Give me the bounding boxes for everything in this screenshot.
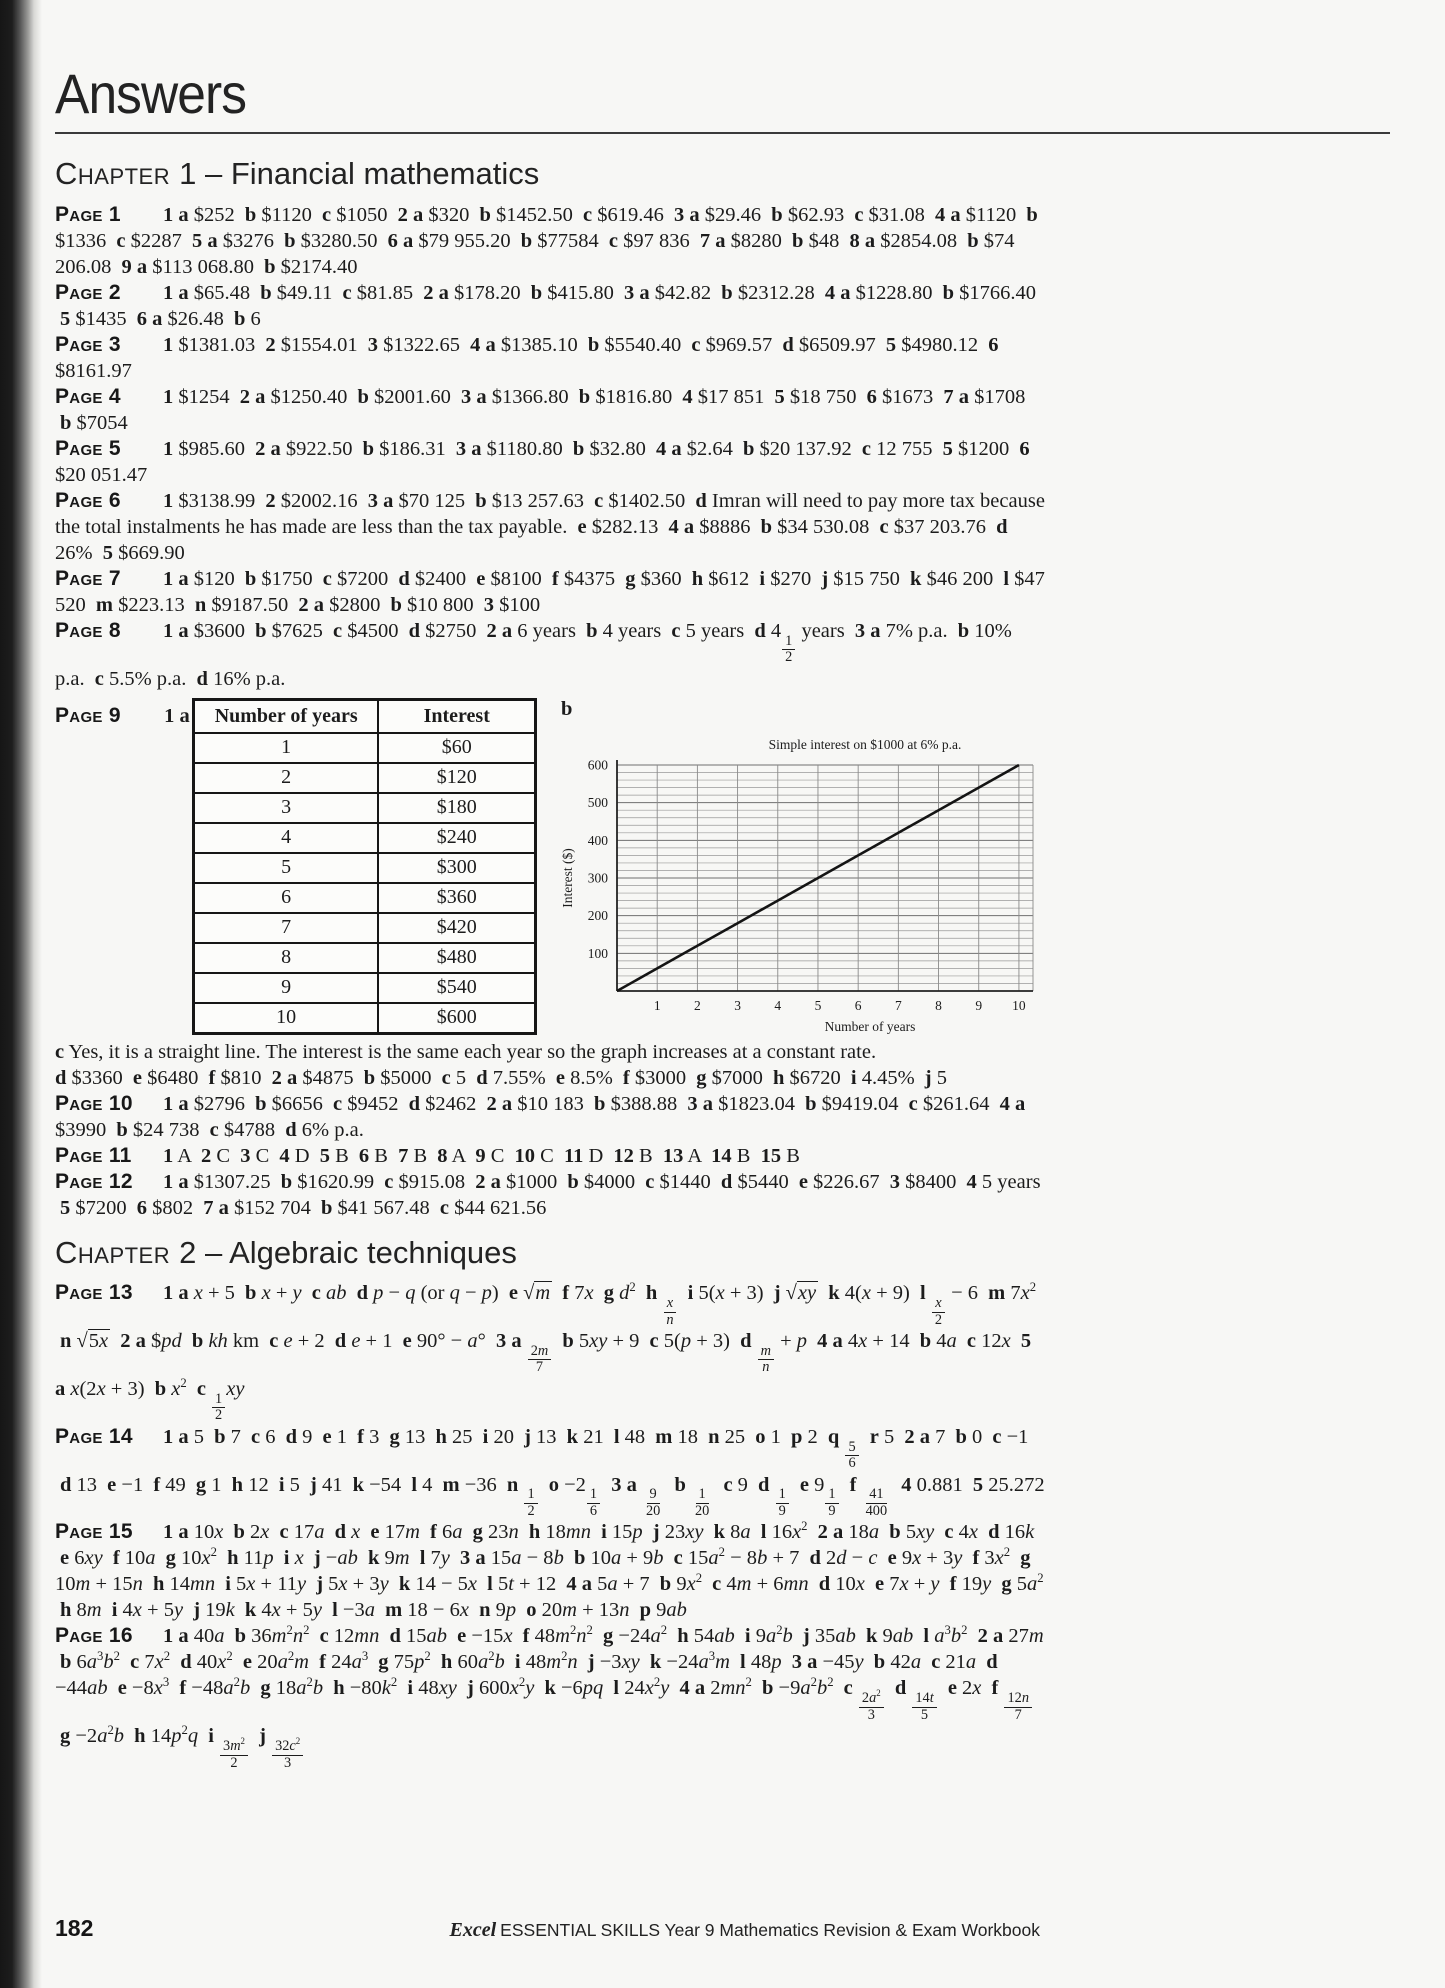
answers-page-1 [55, 202, 1045, 280]
svg-text:200: 200 [587, 907, 608, 923]
page-footer [55, 1915, 1040, 1942]
answer-text: 1 a $120 b $1750 c $7200 d $2400 e $8100 f $4375 g $360 h $612 i $270 j $15 750 k $46 200 l $47 520 m $223.13 n $9187.50 2 a $2800 b $10 800 3 $100 [55, 567, 1045, 616]
table-row [193, 943, 535, 973]
page-9-question-1a: 1 a [164, 704, 190, 727]
answers-page-4 [55, 384, 1045, 436]
answers-page-5 [55, 436, 1045, 488]
table-cell: 10 [193, 1003, 378, 1034]
table-cell: 2 [193, 763, 378, 793]
table-cell: $120 [378, 763, 535, 793]
answer-text: 1 a x + 5 b x + y c ab d p − q (or q − p) e √m f 7x g $d^2$ h $\frac{x}{n}$ i 5(x + 3) j √xy k 4(x + 9) l $\frac{x}{2}$ − 6 m $7x^2$ n √5x 2 a $pd b kh km c e + 2 d e + 1 e 90° − a° 3 a $\frac{2m}{7}$ b 5xy + 9 c 5(p + 3) d $\frac{m}{n}$ + p 4 a 4x + 14 b 4a c 12x 5 a x(2x + 3) b $x^2$ c $\frac{1}{2}$ xy [55, 1280, 1037, 1424]
table-cell: $480 [378, 943, 535, 973]
svg-text:10: 10 [1012, 997, 1026, 1013]
table-row [193, 973, 535, 1003]
table-row [193, 913, 535, 943]
page-9-intro [55, 698, 192, 728]
svg-text:2: 2 [694, 997, 701, 1013]
page-label: Page 5 [55, 436, 121, 460]
svg-text:9: 9 [975, 997, 983, 1013]
table-cell: $420 [378, 913, 535, 943]
table-cell: $360 [378, 883, 535, 913]
svg-text:1: 1 [653, 997, 661, 1013]
table-row [193, 763, 535, 793]
answers-page-13 [55, 1280, 1045, 1424]
simple-interest-line-chart [559, 735, 1045, 1035]
chapter-2-section [55, 1235, 1045, 1772]
interest-table-head [193, 699, 535, 733]
answer-text: 1 a 5 b 7 c 6 d 9 e 1 f 3 g 13 h 25 i 20 j 13 k 21 l 48 m 18 n 25 o 1 p 2 q $\frac{5}{6}$ r 5 2 a 7 b 0 c −1 d 13 e −1 f 49 g 1 h 12 i 5 j 41 k −54 l 4 m −36 n $\frac{1}{2}$ o −2 $\frac{1}{6}$ 3 a $\frac{9}{20}$ b $\frac{1}{20}$ c 9 d $\frac{1}{9}$ e 9 $\frac{1}{9}$ f $\frac{41}{400}$ 4 0.881 5 25.272 [60, 1425, 1045, 1519]
svg-text:3: 3 [734, 997, 741, 1013]
chapter-2-answers-block [55, 1280, 1045, 1771]
table-row [193, 883, 535, 913]
chapter-word: Chapter [55, 1234, 171, 1270]
page-label: Page 13 [55, 1281, 133, 1305]
page-label: Page 14 [55, 1424, 133, 1448]
page-9-answer-row [55, 698, 1045, 1035]
table-cell: 3 [193, 793, 378, 823]
interest-table-body [193, 733, 535, 1034]
answer-text: 1 a $3600 b $7625 c $4500 d $2750 2 a 6 years b 4 years c 5 years d 4 $\frac{1}{2}$ years 3 a 7% p.a. b 10% p.a. c 5.5% p.a. d 16% p.a. [55, 619, 1012, 690]
table-cell: 4 [193, 823, 378, 853]
answer-text: 1 a $2796 b $6656 c $9452 d $2462 2 a $10 183 b $388.88 3 a $1823.04 b $9419.04 c $261.64 4 a $3990 b $24 738 c $4788 d 6% p.a. [55, 1092, 1026, 1141]
chapter-1-answers-block-a [55, 202, 1045, 692]
title-rule [55, 132, 1390, 134]
answers-page-14 [55, 1424, 1045, 1520]
svg-text:Interest ($): Interest ($) [560, 847, 575, 908]
svg-text:Simple interest on $1000 at 6%: Simple interest on $1000 at 6% p.a. [768, 736, 962, 752]
chapter-2-heading [55, 1235, 1045, 1271]
table-cell: 8 [193, 943, 378, 973]
chapter-1-section [55, 156, 1045, 1221]
svg-text:8: 8 [935, 997, 942, 1013]
svg-text:5: 5 [814, 997, 822, 1013]
table-cell: $180 [378, 793, 535, 823]
table-cell: $540 [378, 973, 535, 1003]
page-number: 182 [55, 1915, 94, 1941]
table-cell: $300 [378, 853, 535, 883]
table-cell: 5 [193, 853, 378, 883]
answer-text: c Yes, it is a straight line. The interest is the same each year so the graph increases at a constant rate. [55, 1040, 877, 1063]
answers-page-8 [55, 618, 1045, 692]
table-cell: 9 [193, 973, 378, 1003]
page-label: Page 2 [55, 280, 121, 304]
page-label: Page 4 [55, 384, 121, 408]
svg-text:7: 7 [894, 997, 902, 1013]
page-9-part-b [559, 698, 1045, 1035]
page-label: Page 10 [55, 1091, 133, 1115]
chapter-1-answers-block-b [55, 1039, 1045, 1221]
answers-page-16 [55, 1623, 1045, 1771]
table-cell: 7 [193, 913, 378, 943]
table-row [193, 1003, 535, 1034]
table-column-header: Number of years [193, 699, 378, 733]
scan-edge-shadow [0, 0, 42, 1988]
answer-text: 1 $1381.03 2 $1554.01 3 $1322.65 4 a $1385.10 b $5540.40 c $969.57 d $6509.97 5 $4980.12 6 $8161.97 [55, 333, 999, 382]
svg-text:Number of years: Number of years [824, 1018, 916, 1034]
answers-page-12 [55, 1169, 1045, 1221]
brand-name: Excel [449, 1919, 497, 1941]
table-cell: $60 [378, 733, 535, 763]
answers-page-11 [55, 1143, 1045, 1169]
answer-text: 1 $985.60 2 a $922.50 b $186.31 3 a $1180.80 b $32.80 4 a $2.64 b $20 137.92 c 12 755 5 $1200 6 $20 051.47 [55, 437, 1030, 486]
imprint [450, 1919, 1040, 1942]
answers-page-10 [55, 1091, 1045, 1143]
svg-text:4: 4 [774, 997, 782, 1013]
answers-continued-line [55, 1065, 1045, 1091]
page-label: Page 3 [55, 332, 121, 356]
page-label: Page 7 [55, 566, 121, 590]
chapter-1-heading [55, 156, 1045, 192]
answers-continued-line [55, 1039, 1045, 1065]
table-row [193, 793, 535, 823]
answer-text: 1 a $1307.25 b $1620.99 c $915.08 2 a $1000 b $4000 c $1440 d $5440 e $226.67 3 $8400 4 5 years 5 $7200 6 $802 7 a $152 704 b $41 567.48 c $44 621.56 [60, 1170, 1041, 1219]
svg-text:400: 400 [587, 832, 608, 848]
table-cell: 1 [193, 733, 378, 763]
interest-table [192, 698, 537, 1035]
page-label: Page 15 [55, 1520, 133, 1544]
table-row [193, 823, 535, 853]
page-label: Page 16 [55, 1624, 133, 1648]
table-row [193, 733, 535, 763]
answers-page-3 [55, 332, 1045, 384]
svg-text:500: 500 [587, 794, 608, 810]
page-title: Answers [55, 62, 247, 125]
answers-page-2 [55, 280, 1045, 332]
page-label: Page 9 [55, 703, 121, 727]
answer-text: 1 a $65.48 b $49.11 c $81.85 2 a $178.20 b $415.80 3 a $42.82 b $2312.28 4 a $1228.80 b $1766.40 5 $1435 6 a $26.48 b 6 [60, 281, 1036, 330]
page-label: Page 12 [55, 1169, 133, 1193]
answers-page-6 [55, 488, 1045, 566]
page-label: Page 8 [55, 618, 121, 642]
chapter-word: Chapter [55, 156, 171, 191]
chapter-1-title: 1 – Financial mathematics [179, 156, 540, 191]
answers-page-15 [55, 1519, 1045, 1623]
svg-text:6: 6 [854, 997, 862, 1013]
answer-text: 1 $1254 2 a $1250.40 b $2001.60 3 a $1366.80 b $1816.80 4 $17 851 5 $18 750 6 $1673 7 a $1708 b $7054 [60, 385, 1026, 434]
page-label: Page 6 [55, 488, 121, 512]
answers-page-7 [55, 566, 1045, 618]
table-cell: $240 [378, 823, 535, 853]
page-label: Page 11 [55, 1143, 132, 1167]
svg-text:600: 600 [587, 757, 608, 772]
answer-text: 1 a 10x b 2x c 17a d x e 17m f 6a g 23n h 18mn i 15p j 23xy k 8a l $16x^2$ 2 a 18a b 5xy c 4x d 16k e 6xy f 10a g $10x^2$ h 11p i x j −ab k 9m l 7y 3 a 15a − 8b b 10a + 9b c $15a^2 - 8b + 7$ d 2d − c e 9x + 3y f $3x^2$ g 10m + 15n h 14mn i 5x + 11y j 5x + 3y k 14 − 5x l 5t + 12 4 a 5a + 7 b $9x^2$ c 4m + 6mn d 10x e 7x + y f 19y g $5a^2$ h 8m i 4x + 5y j 19k k 4x + 5y l −3a m 18 − 6x n 9p o 20m + 13n p 9ab [55, 1519, 1044, 1622]
svg-text:100: 100 [587, 945, 608, 961]
imprint-text: ESSENTIAL SKILLS Year 9 Mathematics Revision & Exam Workbook [500, 1920, 1040, 1940]
answer-text: 1 a $252 b $1120 c $1050 2 a $320 b $1452.50 c $619.46 3 a $29.46 b $62.93 c $31.08 4 a $1120 b $1336 c $2287 5 a $3276 b $3280.50 6 a $79 955.20 b $77584 c $97 836 7 a $8280 b $48 8 a $2854.08 b $74 206.08 9 a $113 068.80 b $2174.40 [55, 203, 1038, 278]
svg-text:300: 300 [587, 870, 608, 885]
page-label: Page 1 [55, 202, 121, 226]
table-column-header: Interest [378, 699, 535, 733]
table-cell: $600 [378, 1003, 535, 1034]
answer-text: 1 a 40a b $36m^2n^2$ c 12mn d 15ab e −15x f $48m^2n^2$ $g -24a^2$ h 54ab i $9a^2b$ j 35ab k 9ab l $a^3b^2$ 2 a 27m b $6a^3b^2$ c $7x^2$ d $40x^2$ e $20a^2m$ f $24a^3$ g $75p^2$ h $60a^2b$ i $48m^2n$ j −3xy $k -24a^3m$ l 48p 3 a −45y b 42a c 21a d −44ab $e -8x^3$ $f -48a^2b$ g $18a^2b$ $h -80k^2$ i 48xy j $600x^2y$ k −6pq l $24x^2y$ 4 a $2mn^2$ $b -9a^2b^2$ c $\frac{2a^2}{3}$ d $\frac{14t}{5}$ e 2x f $\frac{12n}{7}$ $g -2a^2b$ h $14p^2q$ i $\frac{3m^2}{2}$ j $\frac{32c^2}{3}$ [55, 1623, 1044, 1771]
answer-text: d $3360 e $6480 f $810 2 a $4875 b $5000 c 5 d 7.55% e 8.5% f $3000 g $7000 h $6720 i 4.45% j 5 [55, 1066, 947, 1089]
answer-text: 1 A 2 C 3 C 4 D 5 B 6 B 7 B 8 A 9 C 10 C 11 D 12 B 13 A 14 B 15 B [163, 1144, 800, 1167]
part-b-label: b [561, 697, 573, 720]
chapter-2-title: 2 – Algebraic techniques [179, 1234, 517, 1270]
answer-text: 1 $3138.99 2 $2002.16 3 a $70 125 b $13 257.63 c $1402.50 d Imran will need to pay more tax because the total instalments he has made are less than the tax payable. e $282.13 4 a $8886 b $34 530.08 c $37 203.76 d 26% 5 $669.90 [55, 489, 1045, 564]
table-cell: 6 [193, 883, 378, 913]
table-row [193, 853, 535, 883]
table-header-row [193, 699, 535, 733]
